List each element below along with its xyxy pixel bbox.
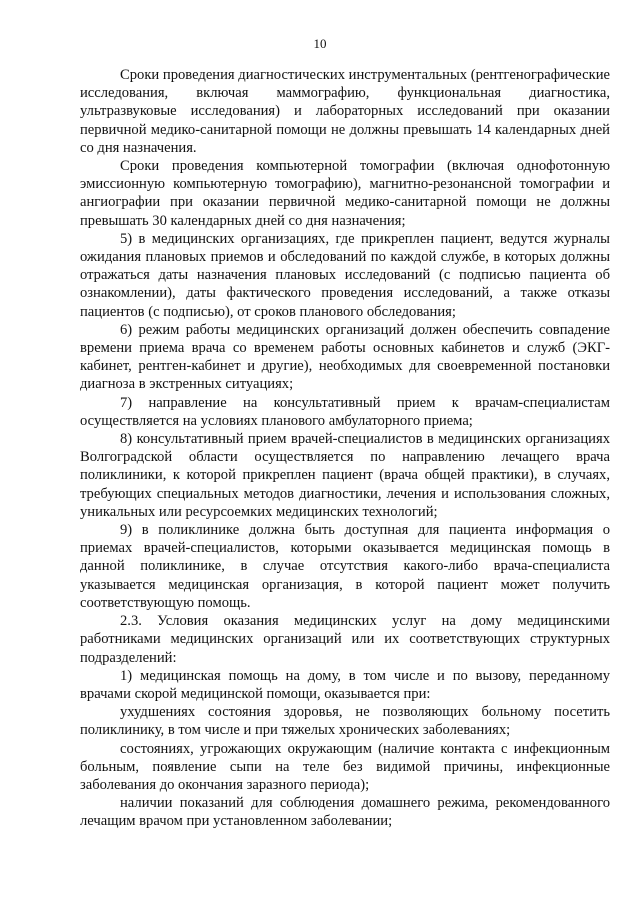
paragraph-6: 8) консультативный прием врачей-специалистов в медицинских организациях Волгоградской области осуществляется по направлению лечащего врача поликлиники, к которой прикреплен пациент (врача общей практики), в случаях, требующих специальных методов диагностики, лечения и использования сложных, уникальных или ресурсоемких медицинских технологий;: [80, 431, 610, 520]
paragraph-11: состояниях, угрожающих окружающим (наличие контакта с инфекционным больным, появление сыпи на теле без видимой причины, инфекционные заболевания до окончания заразного периода);: [80, 740, 610, 793]
paragraph-5: 7) направление на консультативный прием к врачам-специалистам осуществляется на условиях планового амбулаторного приема;: [80, 394, 610, 429]
paragraph-10: ухудшениях состояния здоровья, не позволяющих больному посетить поликлинику, в том числе и при тяжелых хронических заболеваниях;: [80, 704, 610, 739]
paragraph-9: 1) медицинская помощь на дому, в том числе и по вызову, переданному врачами скорой медицинской помощи, оказывается при:: [80, 667, 610, 702]
page-number: 10: [313, 36, 327, 51]
paragraph-4: 6) режим работы медицинских организаций должен обеспечить совпадение времени приема врача со временем работы основных кабинетов и служб (ЭКГ-кабинет, рентген-кабинет и другие), необходимых для своевременной постановки диагноза в экстренных ситуациях;: [80, 321, 610, 393]
paragraph-12: наличии показаний для соблюдения домашнего режима, рекомендованного лечащим врачом при установленном заболевании;: [80, 795, 610, 830]
paragraph-3: 5) в медицинских организациях, где прикреплен пациент, ведутся журналы ожидания плановых приемов и обследований по каждой службе, в которых должны отражаться даты назначения плановых исследований (с подписью пациента об ознакомлении), даты фактического проведения исследований, а также отказы пациентов (с подписью), от сроков планового обследования;: [80, 230, 610, 320]
document-body: [80, 66, 610, 831]
paragraph-1: Сроки проведения диагностических инструментальных (рентгенографические исследования, включая маммографию, функциональная диагностика, ультразвуковые исследования) и лабораторных исследований при оказании первичной медико-санитарной помощи не должны превышать 14 календарных дней со дня назначения.: [80, 67, 610, 156]
paragraph-2: Сроки проведения компьютерной томографии (включая однофотонную эмиссионную компьютерную томографию), магнитно-резонансной томографии и ангиографии при оказании первичной медико-санитарной помощи не должны превышать 30 календарных дней со дня назначения;: [80, 158, 610, 229]
paragraph-7: 9) в поликлинике должна быть доступная для пациента информация о приемах врачей-специалистов, которыми оказывается медицинская помощь в данной поликлинике, в случае отсутствия какого-либо врача-специалиста указывается медицинская организация, в которой пациент может получить соответствующую помощь.: [80, 522, 610, 611]
paragraph-8: 2.3. Условия оказания медицинских услуг на дому медицинскими работниками медицинских организаций или их соответствующих структурных подразделений:: [80, 613, 610, 666]
